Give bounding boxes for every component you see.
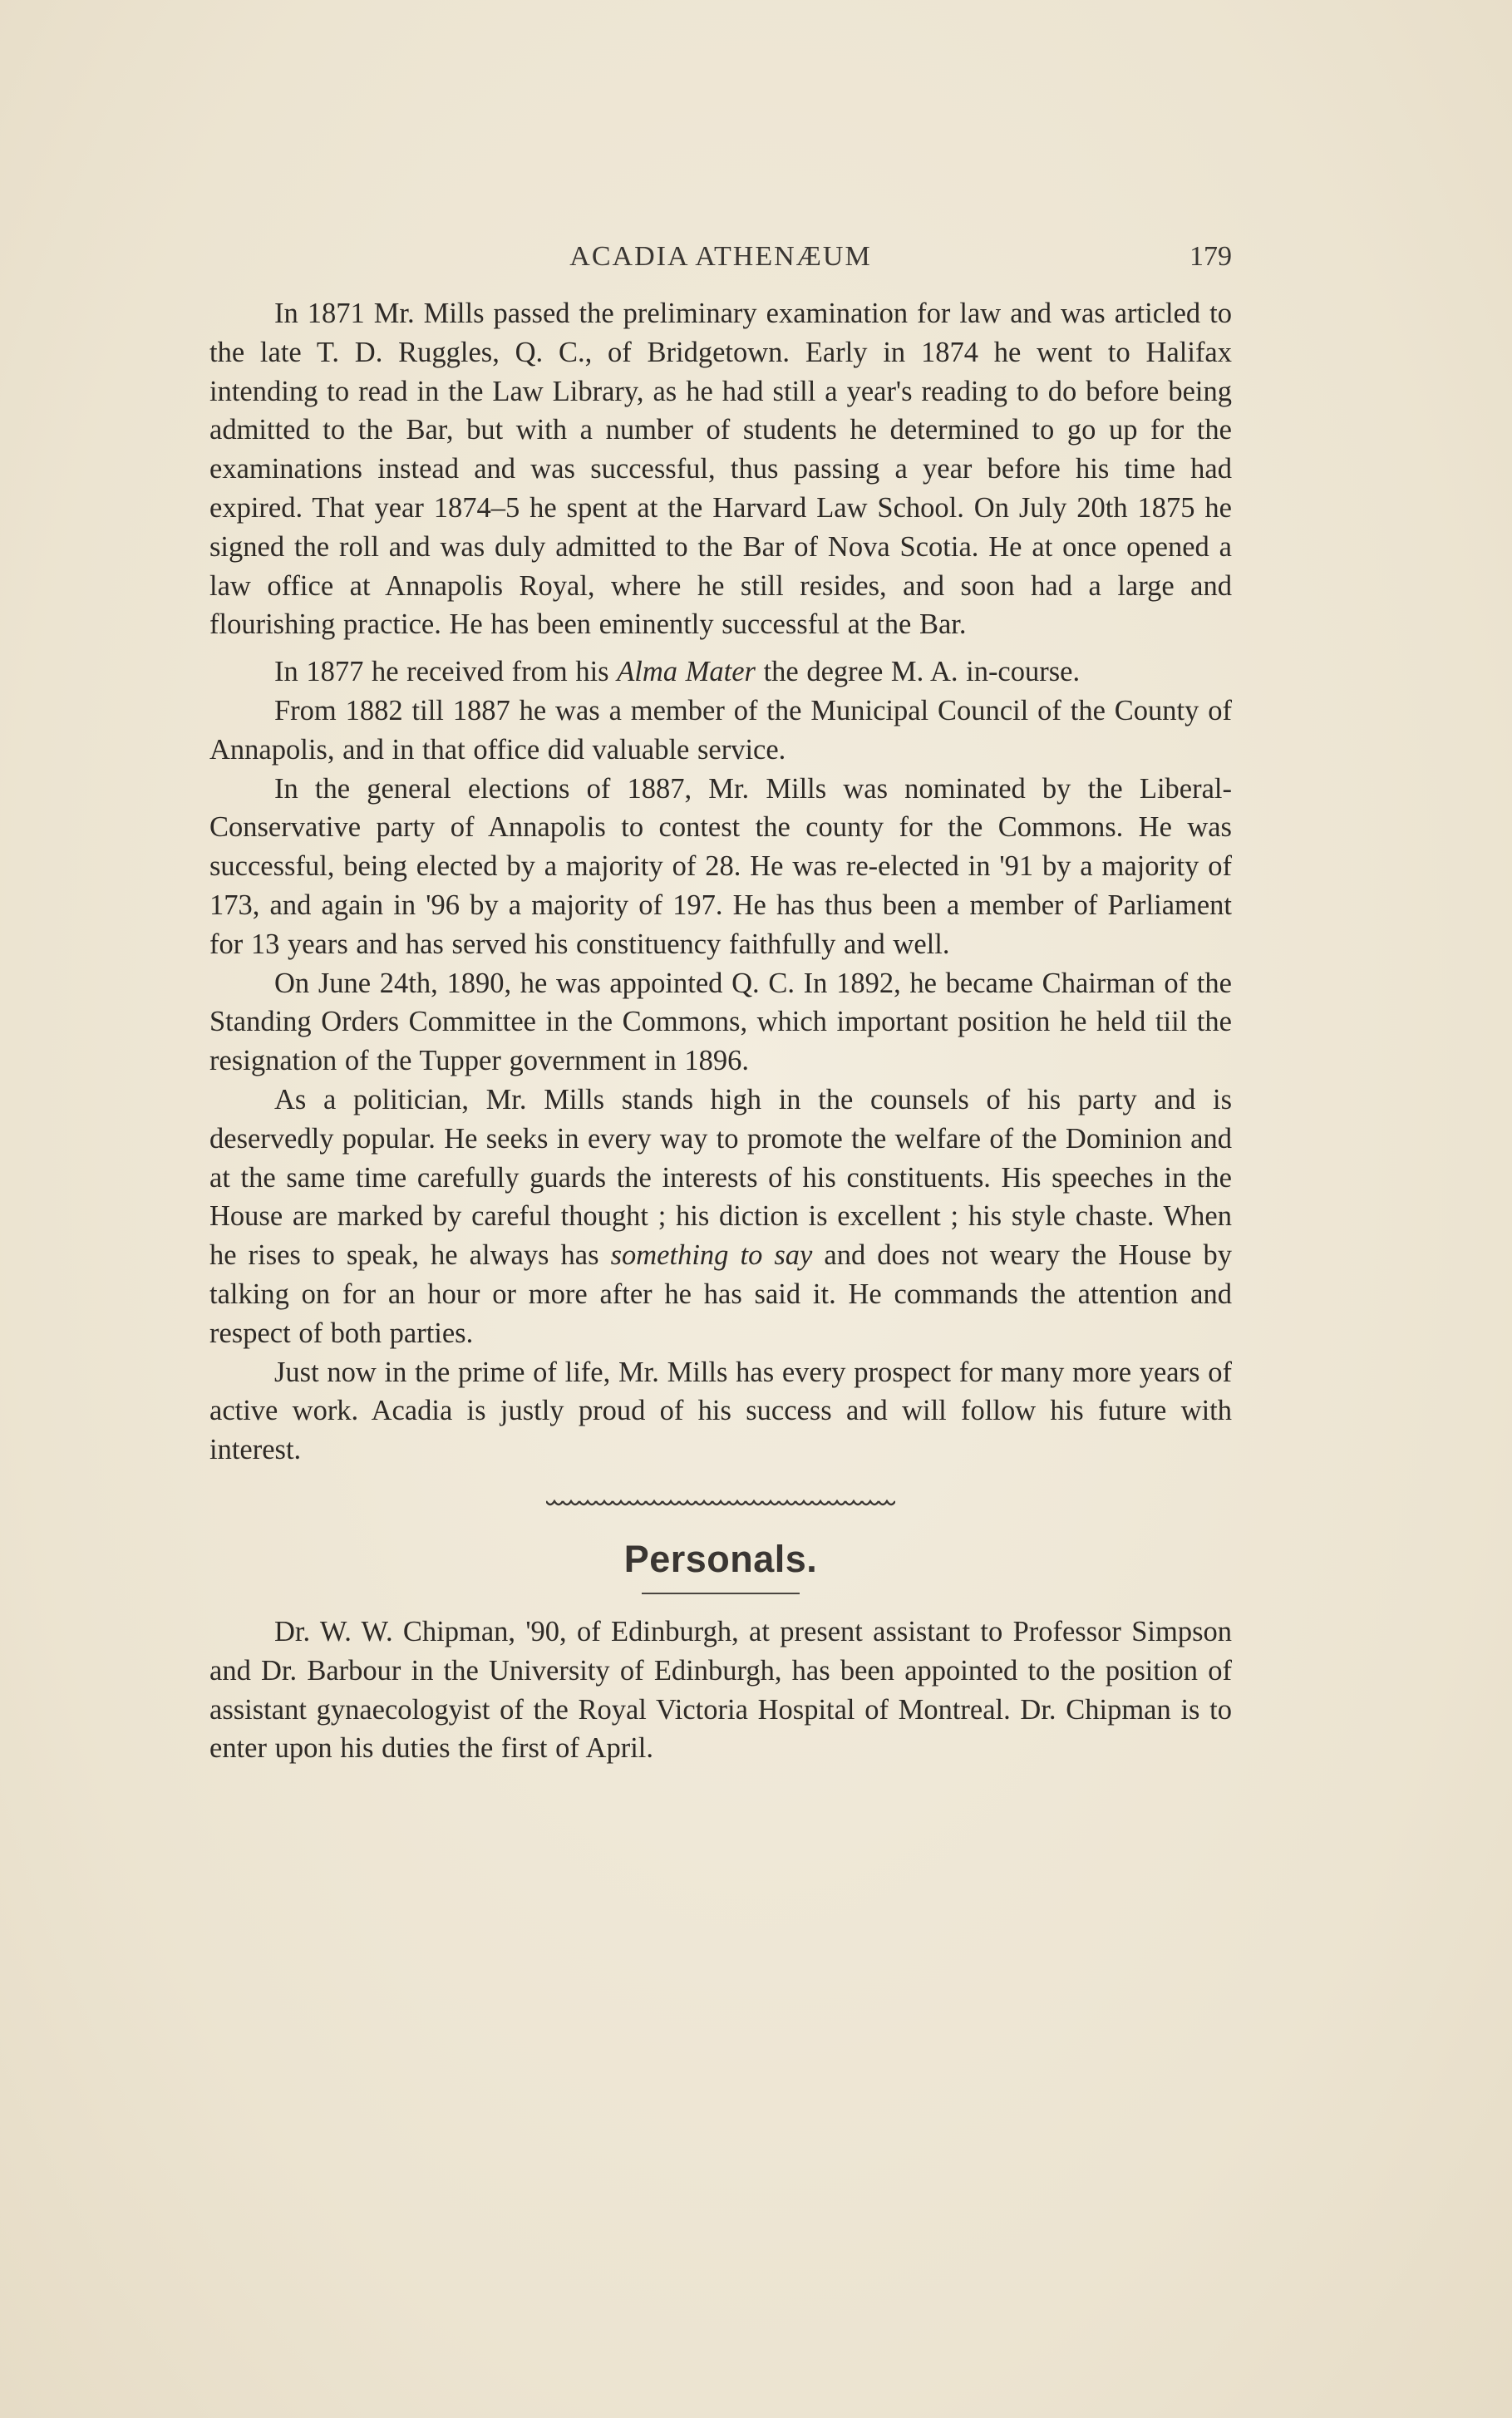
text-segment: the degree M. A. in-course. (755, 656, 1081, 688)
page (209, 233, 1232, 1768)
text-segment: and does not weary the House by talking on for an hour or more after he has said it. He commands the attention and respect of both parties. (209, 1239, 1233, 1349)
paragraph-politician (209, 1081, 1232, 1353)
italic-phrase: Alma Mater (617, 656, 756, 688)
page-number: 179 (1189, 241, 1232, 272)
paragraph-prospects: Just now in the prime of life, Mr. Mills has every prospect for many more years of active work. Acadia is justly proud of his success and will follow his future with interest. (209, 1356, 1232, 1466)
section-heading-personals: Personals. (623, 1537, 818, 1580)
italic-phrase: something to say (610, 1239, 813, 1272)
paragraph-law-career: In 1871 Mr. Mills passed the preliminary examination for law and was articled to the late T. D. Ruggles, Q. C., of Bridgetown. Early in 1874 he went to Halifax intending to read in the Law Library, as he had still a year's reading to do before being admitted to the Bar, but with a number of students he determined to go up for the examinations instead and was successful, thus passing a year before his time had expired. That year 1874–5 he spent at the Harvard Law School. On July 20th 1875 he signed the roll and was duly admitted to the Bar of Nova Scotia. He at once opened a law office at Annapolis Royal, where he still resides, and soon had a large and flourishing practice. He has been eminently successful at the Bar. (209, 298, 1232, 641)
paragraph-elections: In the general elections of 1887, Mr. Mills was nominated by the Liberal-Conservative party of Annapolis to contest the county for the Commons. He was successful, being elected by a majority of 28. He was re-elected in '91 by a majority of 173, and again in '96 by a majority of 197. He has thus been a member of Parliament for 13 years and has served his constituency faithfully and well. (209, 772, 1232, 960)
article-body (209, 294, 1232, 1470)
running-header (209, 233, 1232, 283)
paragraph-qc-appointment: On June 24th, 1890, he was appointed Q. C. In 1892, he became Chairman of the Standing Orders Committee in the Commons, which important position he held tiil the resignation of the Tupper government in 1896. (209, 967, 1232, 1077)
paragraph-chipman: Dr. W. W. Chipman, '90, of Edinburgh, at present assistant to Professor Simpson and Dr. Barbour in the University of Edinburgh, has been appointed to the position of assistant gynaecologyist of the Royal Victoria Hospital of Montreal. Dr. Chipman is to enter upon his duties the first of April. (209, 1615, 1232, 1765)
heading-underline (642, 1593, 800, 1594)
paragraph-alma-mater (209, 653, 1232, 692)
text-segment: In 1877 he received from his (274, 656, 618, 688)
decorative-divider (546, 1498, 895, 1509)
text-segment: As a politician, Mr. Mills stands high in the counsels of his party and is deservedly popular. He seeks in every way to promote the welfare of the Dominion and at the same time carefully guards the interests of his constituents. His speeches in the House are marked by careful thought ; his diction is excellent ; his style chaste. When he rises to speak, he always has (209, 1083, 1232, 1272)
paragraph-municipal-council: From 1882 till 1887 he was a member of the Municipal Council of the County of Annapolis, and in that office did valuable service. (209, 694, 1232, 766)
personals-body (209, 1613, 1232, 1768)
journal-title: ACADIA ATHENÆUM (569, 241, 872, 272)
